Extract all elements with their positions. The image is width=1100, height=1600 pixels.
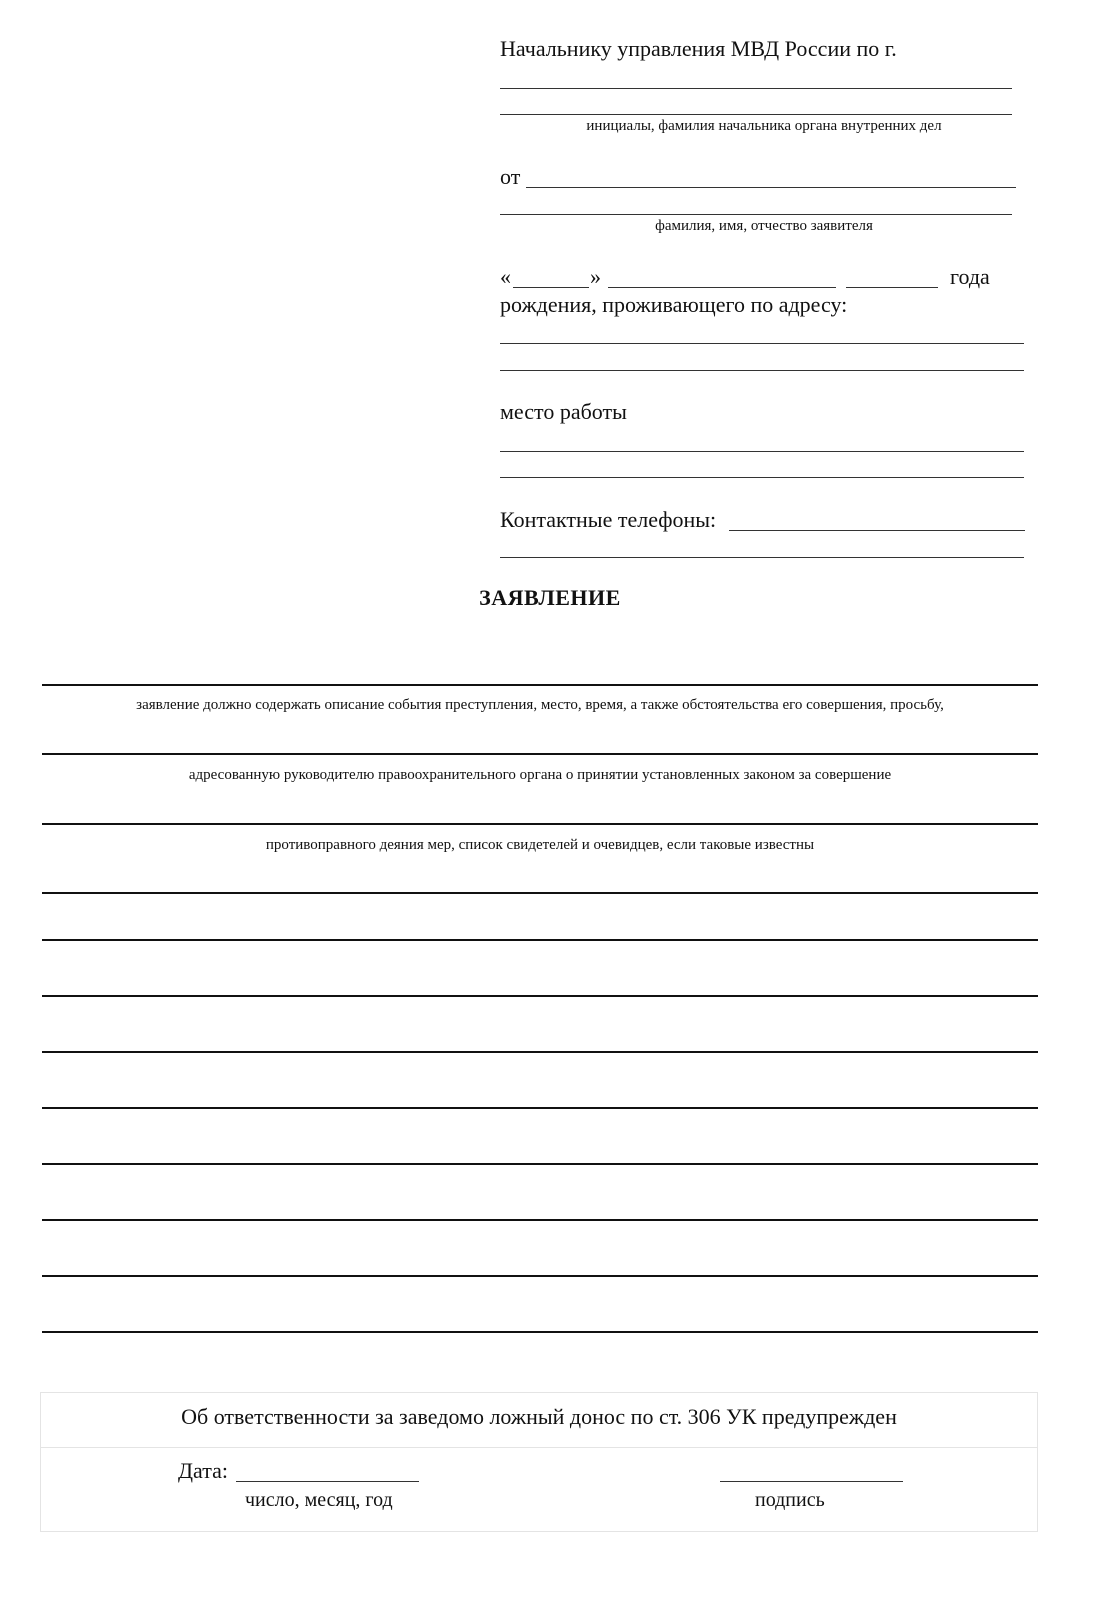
applicant-hint: фамилия, имя, отчество заявителя [655,218,873,234]
body-line[interactable] [42,1051,1038,1053]
body-line[interactable] [42,684,1038,686]
addressee-city-field[interactable] [500,88,1012,89]
workplace-field-1[interactable] [500,451,1024,452]
addressee-hint: инициалы, фамилия начальника органа внутренних дел [586,118,942,134]
address-field-1[interactable] [500,343,1024,344]
body-hint-3: противоправного деяния мер, список свидетелей и очевидцев, если таковые известны [265,837,815,853]
signature-field[interactable] [720,1481,903,1482]
footer-box [40,1392,1038,1532]
addressee-line: Начальнику управления МВД России по г. [500,36,897,61]
date-label: Дата: [178,1458,228,1483]
birth-address-label: рождения, проживающего по адресу: [500,292,848,317]
body-line[interactable] [42,823,1038,825]
workplace-field-2[interactable] [500,477,1024,478]
body-line[interactable] [42,1275,1038,1277]
liability-warning: Об ответственности за заведомо ложный донос по ст. 306 УК предупрежден [181,1404,897,1429]
footer-divider [41,1447,1037,1448]
body-hint-1: заявление должно содержать описание события преступления, место, время, а также обстоятельства его совершения, просьбу, [136,697,944,713]
body-line[interactable] [42,1219,1038,1221]
birth-day-field[interactable] [513,287,589,288]
signature-hint: подпись [755,1489,825,1511]
from-label: от [500,164,521,189]
body-line[interactable] [42,1107,1038,1109]
statement-title: ЗАЯВЛЕНИЕ [479,585,621,610]
date-field[interactable] [236,1481,419,1482]
body-line[interactable] [42,1163,1038,1165]
body-line[interactable] [42,1331,1038,1333]
quote-open: « [500,264,511,289]
year-word: года [950,264,990,289]
body-hint-2: адресованную руководителю правоохранительного органа о принятии установленных законом за совершение [188,767,892,783]
quote-close: » [590,264,601,289]
phones-field-1[interactable] [729,530,1025,531]
applicant-name-field[interactable] [526,187,1016,188]
body-line[interactable] [42,753,1038,755]
birth-year-field[interactable] [846,287,938,288]
body-line[interactable] [42,995,1038,997]
body-line[interactable] [42,892,1038,894]
addressee-name-field[interactable] [500,114,1012,115]
phones-field-2[interactable] [500,557,1024,558]
phones-label: Контактные телефоны: [500,507,717,532]
body-line[interactable] [42,939,1038,941]
birth-month-field[interactable] [608,287,836,288]
workplace-label: место работы [500,399,627,424]
address-field-2[interactable] [500,370,1024,371]
applicant-name-field-2[interactable] [500,214,1012,215]
date-hint: число, месяц, год [245,1489,393,1511]
